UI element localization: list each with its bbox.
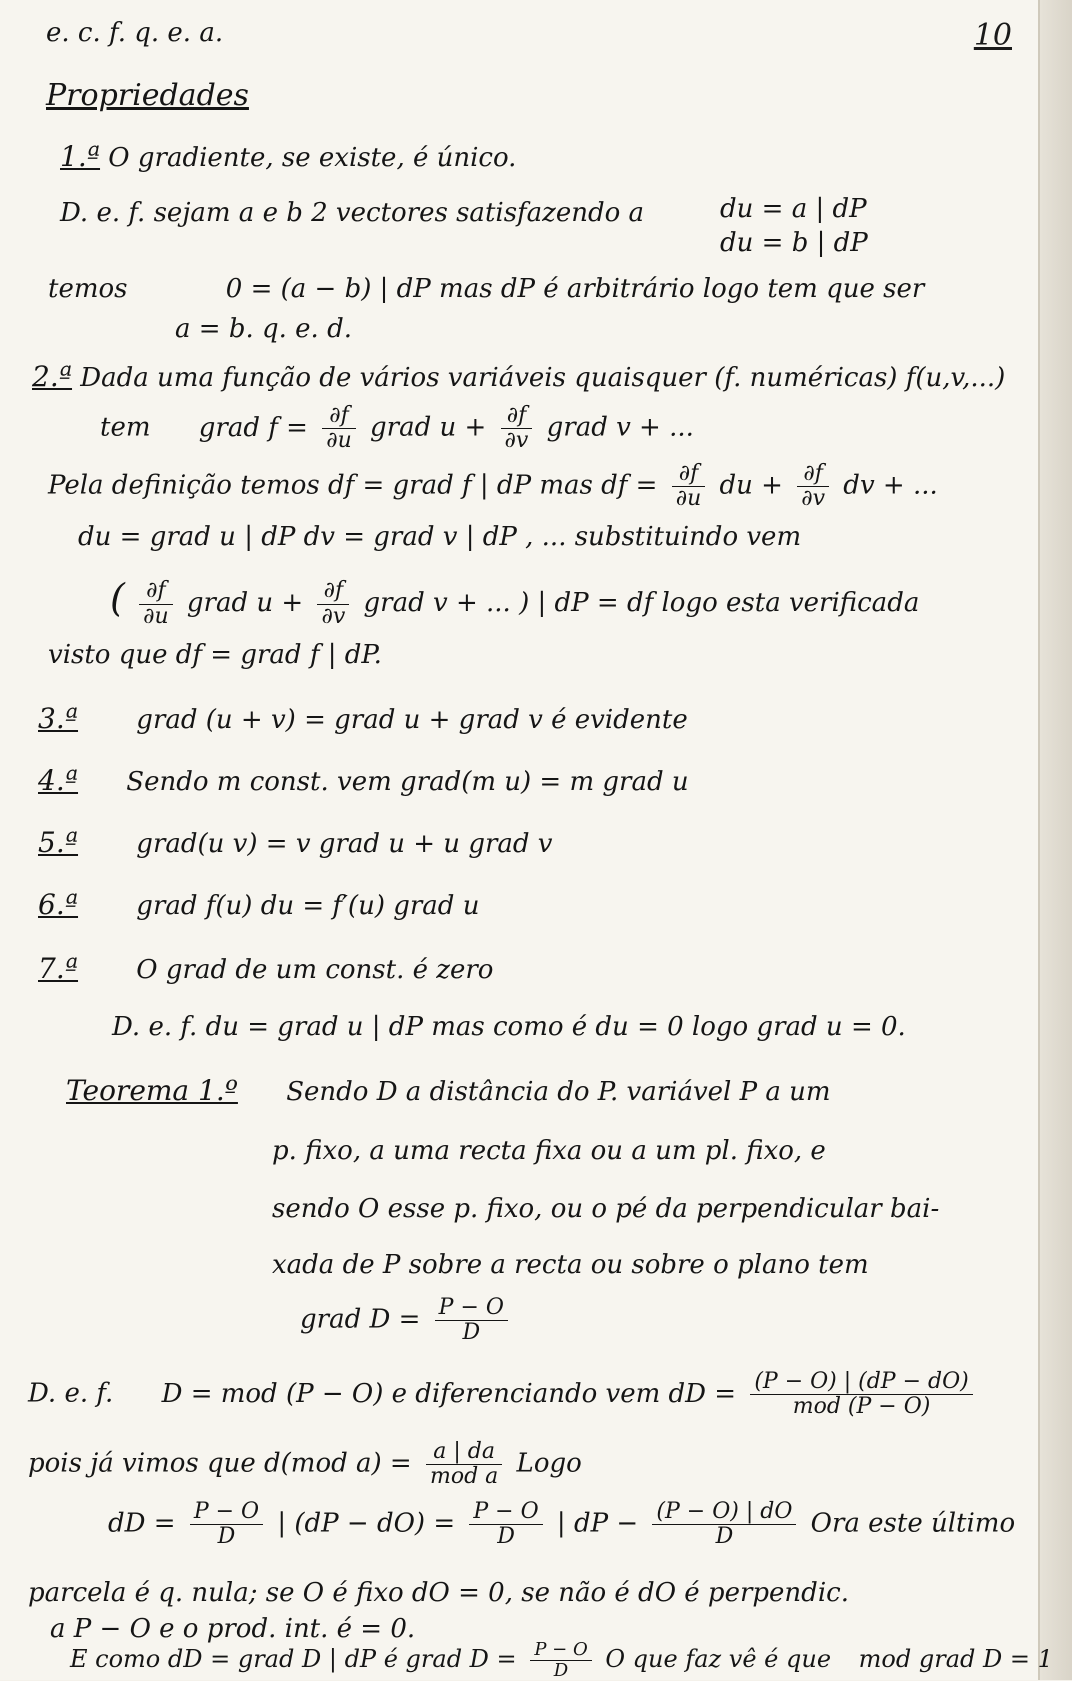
formula: du = a | dP (720, 194, 867, 224)
property-2: 2.ª Dada uma função de vários variáveis quaisquer (f. numéricas) f(u,v,...) (32, 360, 1006, 393)
fraction: $\frac{\partial f}{\partial v}$ (501, 404, 533, 453)
proof-line: pois já vimos que d(mod a) = $\frac{a | da}{\text{mod a}}$ Logo (28, 1439, 582, 1490)
theorem-line: sendo O esse p. fixo, ou o pé da perpendicular bai- (272, 1194, 940, 1224)
property-number: 1.ª (60, 140, 101, 173)
fraction: $\frac{P - O}{D}$ (469, 1500, 542, 1549)
proof-line: a P − O e o prod. int. é = 0. (50, 1614, 416, 1644)
proof-line: D. e. f. du = grad u | dP mas como é du = 0 logo grad u = 0. (112, 1012, 906, 1042)
fraction: $\frac{P - O}{D}$ (530, 1640, 591, 1681)
proof-line: temos 0 = (a − b) | dP mas dP é arbitrário logo tem que ser (48, 274, 925, 304)
fraction: $\frac{P - O}{D}$ (435, 1296, 508, 1345)
theorem-heading: Teorema 1.º Sendo D a distância do P. variável P a um (66, 1074, 831, 1107)
fraction: $\frac{\partial f}{\partial v}$ (317, 579, 349, 628)
proof-line: E como dD = grad D | dP é grad D = $\frac{P - O}{D}$ O que faz vê é que mod grad D = 1 (70, 1639, 1053, 1681)
fraction: $\frac{a | da}{\text{mod a}}$ (426, 1440, 502, 1489)
page-number: 10 (973, 18, 1012, 53)
theorem-line: p. fixo, a uma recta fixa ou a um pl. fixo, e (272, 1136, 826, 1166)
fraction: $\frac{\partial f}{\partial u}$ (139, 579, 173, 628)
fraction: $\frac{\partial f}{\partial u}$ (672, 462, 706, 511)
property-6: 6.ª grad f(u) du = f′(u) grad u (38, 888, 480, 921)
fraction: $\frac{\partial f}{\partial u}$ (322, 404, 356, 453)
theorem-line: xada de P sobre a recta ou sobre o plano tem (272, 1250, 869, 1280)
property-text: O gradiente, se existe, é único. (108, 143, 517, 173)
proof-line: D. e. f. D = mod (P − O) e diferenciando vem dD = $\frac{(P - O) | (dP - dO)}{\text{mod (P − O)}}$ (28, 1370, 979, 1419)
section-title: Propriedades (46, 78, 249, 113)
property-4: 4.ª Sendo m const. vem grad(m u) = m grad u (38, 764, 689, 797)
fraction: $\frac{(P - O) | (dP - dO)}{\text{mod (P − O)}}$ (750, 1370, 972, 1419)
proof-line: a = b. q. e. d. (175, 314, 352, 344)
proof-line: parcela é q. nula; se O é fixo dO = 0, se não é dO é perpendic. (28, 1578, 849, 1608)
formula-line: grad D = $\frac{P - O}{D}$ (300, 1296, 514, 1345)
fraction: $\frac{P - O}{D}$ (190, 1500, 263, 1549)
property-1 (60, 140, 516, 173)
proof-line: D. e. f. sejam a e b 2 vectores satisfazendo a (60, 198, 645, 228)
property-7: 7.ª O grad de um const. é zero (38, 952, 494, 985)
formula-line: dD = $\frac{P - O}{D}$ | (dP − dO) = $\frac{P - O}{D}$ | dP − $\frac{(P - O) | dO}{D}$ Ora este último (108, 1499, 1016, 1550)
proof-line: du = grad u | dP dv = grad v | dP , ... substituindo vem (78, 522, 802, 552)
proof-line: visto que df = grad f | dP. (48, 640, 382, 670)
page-edge (1038, 0, 1072, 1680)
formula-line: tem grad f = $\frac{\partial f}{\partial u}$ grad u + $\frac{\partial f}{\partial v}$ grad v + ... (100, 403, 694, 454)
proof-line: Pela definição temos df = grad f | dP mas df = $\frac{\partial f}{\partial u}$ du + $\frac{\partial f}{\partial v}$ dv + ... (48, 461, 938, 512)
property-5: 5.ª grad(u v) = v grad u + u grad v (38, 826, 553, 859)
property-3: 3.ª grad (u + v) = grad u + grad v é evidente (38, 702, 688, 735)
fraction: $\frac{\partial f}{\partial v}$ (797, 462, 829, 511)
header-note: e. c. f. q. e. a. (46, 18, 224, 48)
formula-line: ( $\frac{\partial f}{\partial u}$ grad u + $\frac{\partial f}{\partial v}$ grad v + ... ) | dP = df logo esta verificada (110, 576, 920, 629)
fraction: $\frac{(P - O) | dO}{D}$ (652, 1500, 796, 1549)
formula: du = b | dP (720, 228, 868, 258)
